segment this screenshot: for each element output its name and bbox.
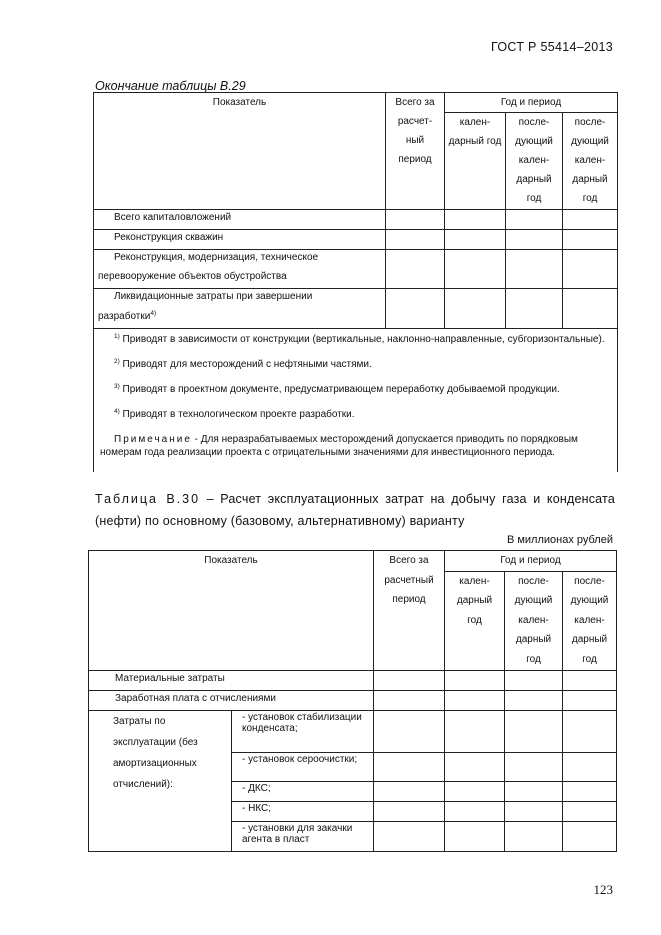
header-total-line: Всего за (395, 97, 435, 108)
row-label: Реконструкция скважин (94, 230, 386, 250)
row-sublabel: - установок стабилизации конденсата; (232, 710, 374, 752)
header-line: год (526, 193, 542, 204)
header-next-year-2 (563, 113, 618, 210)
header-year-period: Год и период (445, 93, 618, 113)
header-line: год (582, 653, 597, 665)
units-label: В миллионах рублей (506, 534, 613, 546)
header-indicator: Показатель (94, 93, 386, 210)
header-line: кален- (574, 614, 605, 626)
header-line: дующий (514, 595, 553, 606)
header-line: год (582, 193, 598, 204)
footnote (114, 358, 611, 371)
table-remark (100, 433, 611, 459)
footnote-marker: 3) (114, 383, 120, 390)
header-calendar-year (445, 113, 506, 210)
header-total-line: расчетный (384, 574, 434, 586)
header-line: год (526, 653, 541, 665)
footnote (114, 383, 611, 396)
table-caption: Окончание таблицы В.29 (95, 79, 246, 93)
header-total-line: период (392, 594, 426, 605)
header-line: дарный (572, 174, 608, 185)
remark-text: - Для неразрабатываемых месторождений допускается приводить по порядковым номерам года реализации проекта с отрицательными значениями для инвестиционного периода. (100, 434, 578, 458)
row-label-line: Затраты по (113, 715, 166, 727)
header-line: кален- (574, 155, 606, 166)
header-line: дарный (456, 595, 493, 606)
table-b29 (93, 92, 618, 472)
table-row (89, 710, 617, 752)
table-row (89, 690, 617, 710)
header-line: кален- (518, 155, 550, 166)
header-line: год (467, 614, 482, 626)
row-label-line: амортизационных (113, 757, 197, 769)
footnote-text: Приводят в проектном документе, предусматривающем переработку добываемой продукции. (119, 384, 560, 395)
row-label: Всего капиталовложений (94, 210, 386, 230)
row-label-line: перевооружение объектов обустройства (98, 270, 287, 282)
footnote-text: Приводят в технологическом проекте разработки. (119, 409, 355, 420)
header-total (374, 551, 445, 671)
row-sublabel: - установки для закачки агента в пласт (232, 821, 374, 851)
table-row (94, 289, 618, 329)
header-total-line: Всего за (389, 555, 429, 566)
header-line: дующий (515, 136, 553, 147)
row-label-line (98, 310, 383, 324)
remark-label: Примечание (114, 434, 192, 445)
row-label: Материальные затраты (89, 670, 374, 690)
table-b30-caption (95, 488, 615, 532)
footnote-marker: 1) (114, 333, 120, 340)
caption-label: Таблица В.30 (95, 492, 201, 506)
table-row (89, 670, 617, 690)
footnote-marker: 4) (114, 408, 120, 415)
page-number: 123 (593, 882, 613, 897)
footnote-marker: 4) (150, 309, 157, 317)
header-calendar-year (445, 571, 505, 670)
table-row (94, 230, 618, 250)
footnote (114, 408, 611, 421)
header-line: после- (574, 575, 605, 587)
header-total-line: ный (405, 135, 425, 146)
row-label-line: Реконструкция, модернизация, техническое (114, 252, 319, 263)
table-row (94, 210, 618, 230)
header-line: после- (518, 117, 550, 128)
header-year-period: Год и период (445, 551, 617, 572)
row-label: Заработная плата с отчислениями (89, 690, 374, 710)
header-total-line: расчет- (397, 116, 433, 127)
header-indicator: Показатель (89, 551, 374, 671)
table-row (94, 250, 618, 289)
header-next-year-1 (506, 113, 563, 210)
table-notes (94, 329, 618, 473)
table-b30 (88, 550, 617, 852)
header-next-year-1 (505, 571, 563, 670)
header-line: дарный год (448, 136, 502, 147)
row-label-operating (89, 710, 232, 851)
row-sublabel: - НКС; (232, 801, 374, 821)
header-total-line: период (398, 154, 432, 165)
footnote-text: Приводят в зависимости от конструкции (вертикальные, наклонно-направленные, субгоризонтальные). (119, 334, 605, 345)
header-next-year-2 (563, 571, 617, 670)
header-line: после- (518, 575, 549, 587)
header-line: дующий (570, 595, 609, 606)
row-label (94, 250, 386, 289)
row-label-line: эксплуатации (без (113, 736, 198, 748)
header-line: дарный (516, 174, 552, 185)
row-sublabel: - ДКС; (232, 781, 374, 801)
caption-text: – Расчет эксплуатационных затрат на добычу газа и конденсата (нефти) по основному (базовому, альтернативному) варианту (95, 492, 615, 528)
header-line: дарный (571, 634, 608, 645)
header-total (386, 93, 445, 210)
header-line: кален- (518, 614, 549, 626)
header-line: дующий (571, 136, 609, 147)
header-line: кален- (459, 575, 490, 587)
footnote-text: Приводят для месторождений с нефтяными частями. (119, 359, 372, 370)
document-header: ГОСТ Р 55414–2013 (491, 40, 613, 54)
row-label-line: Ликвидационные затраты при завершении (114, 291, 313, 302)
row-label-line: отчислений): (113, 778, 173, 790)
row-label-text: разработки (98, 310, 151, 322)
header-line: кален- (459, 117, 491, 128)
footnote (114, 333, 611, 346)
row-label (94, 289, 386, 329)
header-line: дарный (515, 634, 552, 645)
row-sublabel: - установок сероочистки; (232, 752, 374, 781)
header-line: после- (574, 117, 606, 128)
footnote-marker: 2) (114, 358, 120, 365)
